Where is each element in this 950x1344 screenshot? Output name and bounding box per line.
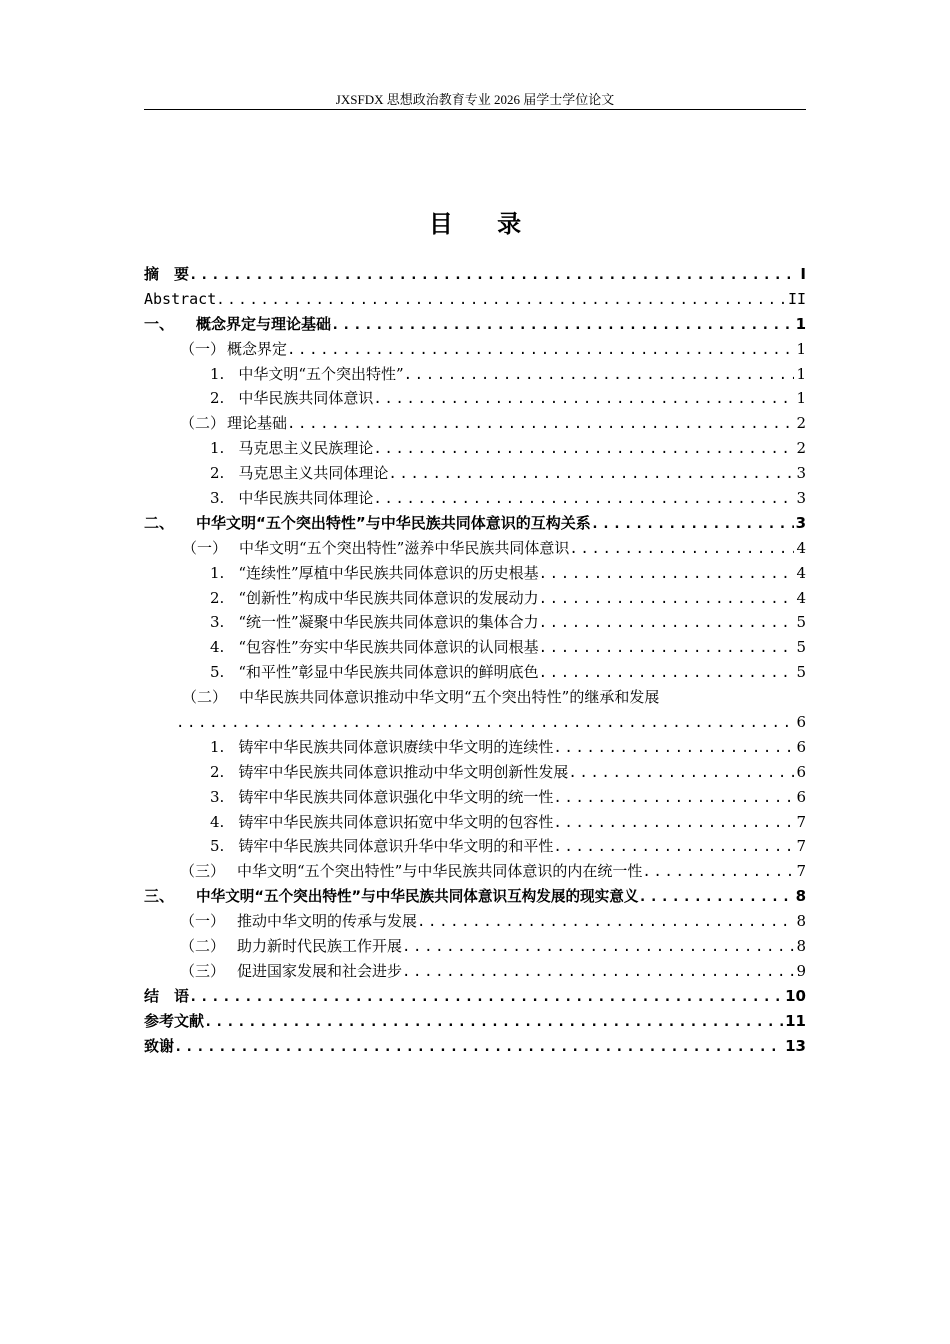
leader-dots bbox=[287, 412, 794, 436]
leader-dots bbox=[331, 313, 794, 337]
toc-entry-page: 8 bbox=[796, 912, 806, 931]
toc-entry-page: 3 bbox=[796, 489, 806, 508]
leader-dots bbox=[539, 587, 795, 611]
leader-dots bbox=[553, 736, 794, 760]
toc-entry-number: （二） bbox=[180, 937, 226, 956]
toc-entry-title: 概念界定 bbox=[227, 339, 288, 358]
toc-entry-page: 2 bbox=[796, 414, 806, 433]
toc-entry-title: 铸牢中华民族共同体意识强化中华文明的统一性 bbox=[238, 787, 554, 806]
toc-entry-title: “连续性”厚植中华民族共同体意识的历史根基 bbox=[238, 563, 539, 582]
toc-entry[interactable] bbox=[144, 362, 806, 387]
toc-entry[interactable] bbox=[144, 262, 806, 287]
toc-entry-number: 1. bbox=[210, 563, 225, 582]
leader-dots bbox=[373, 437, 794, 461]
toc-entry[interactable] bbox=[144, 312, 806, 337]
table-of-contents bbox=[144, 262, 806, 1059]
toc-entry-title: “和平性”彰显中华民族共同体意识的鲜明底色 bbox=[238, 663, 539, 682]
toc-entry-title: 中华文明“五个突出特性” bbox=[238, 364, 404, 383]
toc-entry-continuation[interactable] bbox=[144, 710, 806, 735]
toc-entry-number: （二） bbox=[180, 414, 226, 433]
toc-entry-number: 3. bbox=[210, 613, 225, 632]
toc-entry[interactable] bbox=[144, 685, 806, 710]
toc-entry-page: 2 bbox=[796, 439, 806, 458]
toc-entry-page: 1 bbox=[796, 364, 806, 383]
toc-entry-page: 1 bbox=[796, 339, 806, 358]
toc-entry-title: 摘 要 bbox=[144, 265, 190, 283]
leader-dots bbox=[402, 935, 794, 959]
toc-entry[interactable] bbox=[144, 386, 806, 411]
toc-entry-number: 5. bbox=[210, 663, 225, 682]
toc-entry[interactable] bbox=[144, 660, 806, 685]
leader-dots bbox=[569, 537, 794, 561]
leader-dots bbox=[189, 985, 783, 1009]
toc-entry[interactable] bbox=[144, 884, 806, 909]
leader-dots bbox=[402, 960, 794, 984]
toc-entry-title: 中华文明“五个突出特性”与中华民族共同体意识的内在统一性 bbox=[237, 862, 643, 881]
leader-dots bbox=[176, 711, 794, 735]
leader-dots bbox=[568, 761, 794, 785]
toc-entry-page: 5 bbox=[796, 663, 806, 682]
toc-entry-page: 4 bbox=[796, 588, 806, 607]
toc-entry-number: 3. bbox=[210, 489, 225, 508]
toc-entry-number: 1. bbox=[210, 737, 225, 756]
toc-entry-page: 1 bbox=[795, 314, 806, 333]
toc-entry[interactable] bbox=[144, 461, 806, 486]
leader-dots bbox=[539, 661, 795, 685]
toc-entry-page: 6 bbox=[796, 787, 806, 806]
toc-entry-page: 8 bbox=[795, 887, 806, 906]
toc-entry-page: 7 bbox=[796, 837, 806, 856]
toc-entry-page: 3 bbox=[796, 464, 806, 483]
leader-dots bbox=[174, 1035, 783, 1059]
toc-entry[interactable] bbox=[144, 934, 806, 959]
leader-dots bbox=[553, 811, 794, 835]
toc-entry-title: “统一性”凝聚中华民族共同体意识的集体合力 bbox=[238, 613, 539, 632]
toc-entry-number: （一） bbox=[180, 339, 226, 358]
toc-entry-page: I bbox=[800, 265, 806, 283]
toc-entry-title: 中华文明“五个突出特性”滋养中华民族共同体意识 bbox=[239, 538, 570, 557]
toc-entry[interactable] bbox=[144, 959, 806, 984]
toc-entry-page: 13 bbox=[785, 1036, 806, 1055]
running-header: JXSFDX 思想政治教育专业 2026 届学士学位论文 bbox=[335, 92, 615, 107]
toc-entry-page: 10 bbox=[785, 986, 806, 1005]
toc-entry[interactable] bbox=[144, 760, 806, 785]
toc-entry[interactable] bbox=[144, 287, 806, 312]
toc-entry-page: 4 bbox=[796, 538, 806, 557]
leader-dots bbox=[204, 1010, 783, 1034]
toc-entry-title: 铸牢中华民族共同体意识拓宽中华文明的包容性 bbox=[238, 812, 554, 831]
toc-entry-number: 二、 bbox=[144, 513, 175, 532]
toc-entry[interactable] bbox=[144, 536, 806, 561]
leader-dots bbox=[638, 885, 793, 909]
leader-dots bbox=[216, 288, 786, 312]
toc-entry-number: （三） bbox=[180, 862, 226, 881]
toc-entry-title: 助力新时代民族工作开展 bbox=[237, 937, 403, 956]
page-title: 目 录 bbox=[428, 210, 540, 238]
toc-entry-title: “包容性”夯实中华民族共同体意识的认同根基 bbox=[238, 638, 539, 657]
leader-dots bbox=[287, 338, 794, 362]
toc-entry-number: 1. bbox=[210, 439, 225, 458]
toc-entry-title: 推动中华文明的传承与发展 bbox=[237, 912, 418, 931]
toc-entry-number: 2. bbox=[210, 389, 225, 408]
toc-entry-page: 6 bbox=[796, 762, 806, 781]
toc-entry-page: 9 bbox=[796, 961, 806, 980]
toc-entry-title: 铸牢中华民族共同体意识赓续中华文明的连续性 bbox=[238, 737, 554, 756]
toc-entry[interactable] bbox=[144, 1034, 806, 1059]
leader-dots bbox=[539, 611, 795, 635]
toc-entry-number: （一） bbox=[180, 912, 226, 931]
toc-entry-number: 一、 bbox=[144, 314, 175, 333]
leader-dots bbox=[373, 487, 794, 511]
toc-entry[interactable] bbox=[144, 337, 806, 362]
toc-entry-title: 理论基础 bbox=[227, 414, 288, 433]
leader-dots bbox=[417, 910, 794, 934]
toc-entry[interactable] bbox=[144, 610, 806, 635]
toc-entry-number: （一） bbox=[182, 538, 228, 557]
toc-entry-title: 马克思主义共同体理论 bbox=[238, 464, 389, 483]
leader-dots bbox=[388, 462, 794, 486]
toc-entry-number: （三） bbox=[180, 961, 226, 980]
toc-entry[interactable] bbox=[144, 735, 806, 760]
toc-entry[interactable] bbox=[144, 834, 806, 859]
toc-entry-page: 6 bbox=[796, 737, 806, 756]
toc-entry-title: 概念界定与理论基础 bbox=[196, 314, 332, 333]
toc-entry[interactable] bbox=[144, 635, 806, 660]
toc-entry-title: 结 语 bbox=[144, 986, 190, 1005]
header-rule bbox=[144, 109, 806, 110]
toc-entry-title: “创新性”构成中华民族共同体意识的发展动力 bbox=[238, 588, 539, 607]
toc-entry-number: 3. bbox=[210, 787, 225, 806]
toc-entry-title: 中华民族共同体意识推动中华文明“五个突出特性”的继承和发展 bbox=[239, 688, 660, 707]
toc-entry[interactable] bbox=[144, 909, 806, 934]
toc-entry-number: 5. bbox=[210, 837, 225, 856]
leader-dots bbox=[553, 786, 794, 810]
leader-dots bbox=[553, 835, 794, 859]
toc-entry-number: 2. bbox=[210, 464, 225, 483]
toc-entry-number: 4. bbox=[210, 812, 225, 831]
toc-entry-page: 8 bbox=[796, 937, 806, 956]
toc-entry-title: 致谢 bbox=[144, 1036, 175, 1055]
toc-entry[interactable] bbox=[144, 859, 806, 884]
toc-entry-number: 三、 bbox=[144, 887, 175, 906]
toc-entry-page: 5 bbox=[796, 638, 806, 657]
toc-entry-page: 11 bbox=[785, 1011, 806, 1030]
toc-entry-number: （二） bbox=[182, 688, 228, 707]
leader-dots bbox=[189, 263, 798, 287]
toc-entry-page: 5 bbox=[796, 613, 806, 632]
toc-entry-number: 2. bbox=[210, 762, 225, 781]
toc-entry-page: 4 bbox=[796, 563, 806, 582]
toc-entry-title: 中华民族共同体理论 bbox=[238, 489, 374, 508]
toc-entry-page: 3 bbox=[795, 513, 806, 532]
toc-entry-title: 马克思主义民族理论 bbox=[238, 439, 374, 458]
toc-entry-title: 参考文献 bbox=[144, 1011, 205, 1030]
toc-entry-title: 中华文明“五个突出特性”与中华民族共同体意识互构发展的现实意义 bbox=[196, 888, 639, 906]
toc-entry[interactable] bbox=[144, 810, 806, 835]
toc-entry[interactable] bbox=[144, 1009, 806, 1034]
leader-dots bbox=[591, 512, 794, 536]
toc-entry-title: 铸牢中华民族共同体意识推动中华文明创新性发展 bbox=[238, 762, 569, 781]
toc-entry[interactable] bbox=[144, 785, 806, 810]
leader-dots bbox=[404, 363, 795, 387]
leader-dots bbox=[539, 562, 795, 586]
leader-dots bbox=[373, 387, 794, 411]
leader-dots bbox=[539, 636, 795, 660]
toc-entry-title: 促进国家发展和社会进步 bbox=[237, 961, 403, 980]
toc-entry-title: 中华民族共同体意识 bbox=[238, 389, 374, 408]
toc-entry-page: 6 bbox=[796, 713, 806, 732]
toc-entry[interactable] bbox=[144, 436, 806, 461]
leader-dots bbox=[642, 860, 794, 884]
toc-entry-number: 1. bbox=[210, 364, 225, 383]
toc-entry-title: 铸牢中华民族共同体意识升华中华文明的和平性 bbox=[238, 837, 554, 856]
toc-entry-page: II bbox=[787, 289, 806, 308]
toc-entry-number: 4. bbox=[210, 638, 225, 657]
toc-entry[interactable] bbox=[144, 561, 806, 586]
toc-entry[interactable] bbox=[144, 511, 806, 536]
toc-entry-title: 中华文明“五个突出特性”与中华民族共同体意识的互构关系 bbox=[196, 513, 591, 532]
toc-entry-page: 7 bbox=[796, 862, 806, 881]
toc-entry[interactable] bbox=[144, 486, 806, 511]
toc-entry-page: 7 bbox=[796, 812, 806, 831]
toc-entry[interactable] bbox=[144, 411, 806, 436]
toc-entry[interactable] bbox=[144, 984, 806, 1009]
toc-entry-page: 1 bbox=[796, 389, 806, 408]
toc-entry[interactable] bbox=[144, 586, 806, 611]
toc-entry-number: 2. bbox=[210, 588, 225, 607]
toc-entry-title: Abstract bbox=[144, 289, 217, 308]
